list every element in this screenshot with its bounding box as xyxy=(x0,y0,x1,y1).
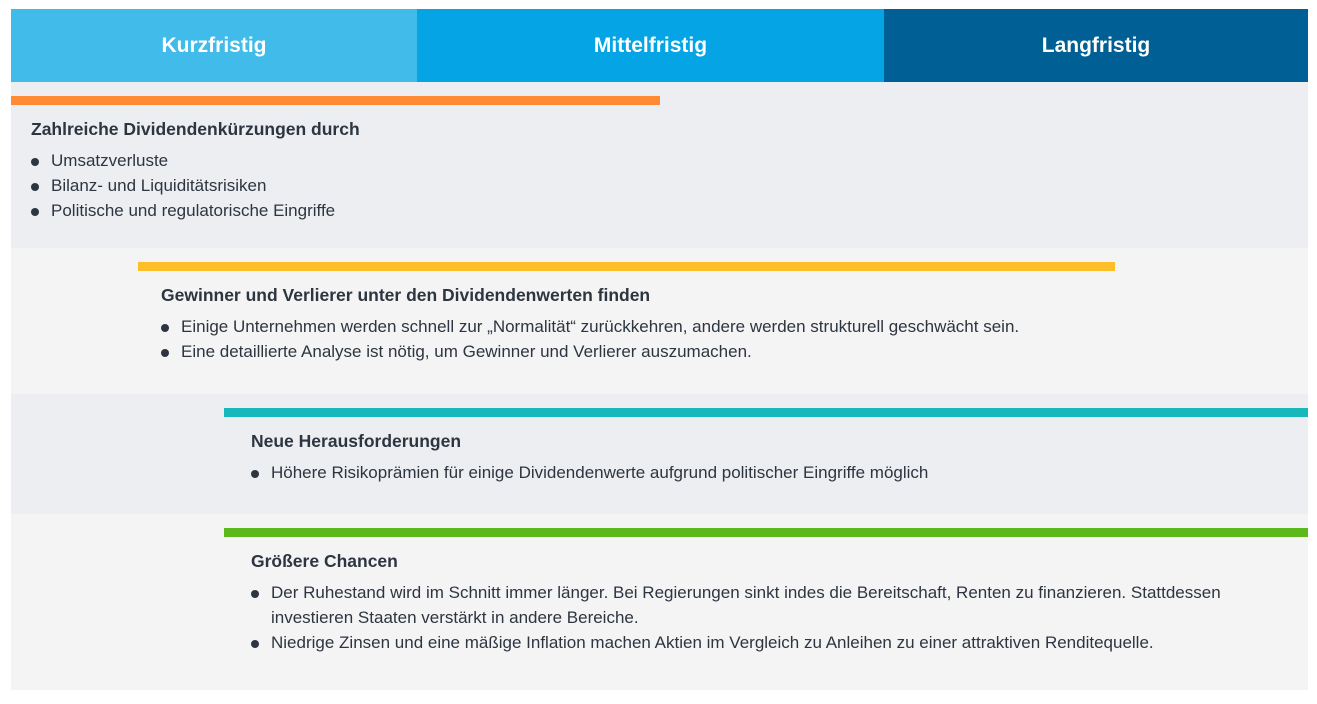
header-long-term: Langfristig xyxy=(884,9,1308,82)
timespan-bar-winners-losers xyxy=(138,262,1115,271)
bullet-item: Einige Unternehmen werden schnell zur „Normalität“ zurückkehren, andere werden strukturell geschwächt sein. xyxy=(161,314,1261,339)
bullet-list xyxy=(31,148,931,223)
bullet-item: Der Ruhestand wird im Schnitt immer länger. Bei Regierungen sinkt indes die Bereitschaft, Renten zu finanzieren. Stattdessen investieren Staaten verstärkt in andere Bereiche. xyxy=(251,580,1291,630)
bullet-item: Niedrige Zinsen und eine mäßige Inflation machen Aktien im Vergleich zu Anleihen zu einer attraktiven Renditequelle. xyxy=(251,630,1291,655)
bullet-list xyxy=(251,580,1291,655)
timespan-bar-new-challenges xyxy=(224,408,1308,417)
section-title: Gewinner und Verlierer unter den Dividendenwerten finden xyxy=(161,285,651,305)
header-short-term: Kurzfristig xyxy=(11,9,417,82)
section-new-challenges xyxy=(251,430,1291,485)
section-dividend-cuts xyxy=(31,118,931,223)
section-title: Neue Herausforderungen xyxy=(251,431,462,451)
section-title: Zahlreiche Dividendenkürzungen durch xyxy=(31,119,360,139)
bullet-item: Bilanz- und Liquiditätsrisiken xyxy=(31,173,931,198)
bullet-item: Höhere Risikoprämien für einige Dividendenwerte aufgrund politischer Eingriffe möglich xyxy=(251,460,1291,485)
timespan-bar-greater-opportunities xyxy=(224,528,1308,537)
bullet-item: Politische und regulatorische Eingriffe xyxy=(31,198,931,223)
section-winners-losers xyxy=(161,284,1261,364)
bullet-list xyxy=(161,314,1261,364)
timeline-header xyxy=(11,9,1308,82)
section-greater-opportunities xyxy=(251,550,1291,655)
timespan-bar-dividend-cuts xyxy=(11,96,660,105)
bullet-item: Eine detaillierte Analyse ist nötig, um Gewinner und Verlierer auszumachen. xyxy=(161,339,1261,364)
header-medium-term: Mittelfristig xyxy=(417,9,884,82)
bullet-item: Umsatzverluste xyxy=(31,148,931,173)
bullet-list xyxy=(251,460,1291,485)
section-title: Größere Chancen xyxy=(251,551,398,571)
